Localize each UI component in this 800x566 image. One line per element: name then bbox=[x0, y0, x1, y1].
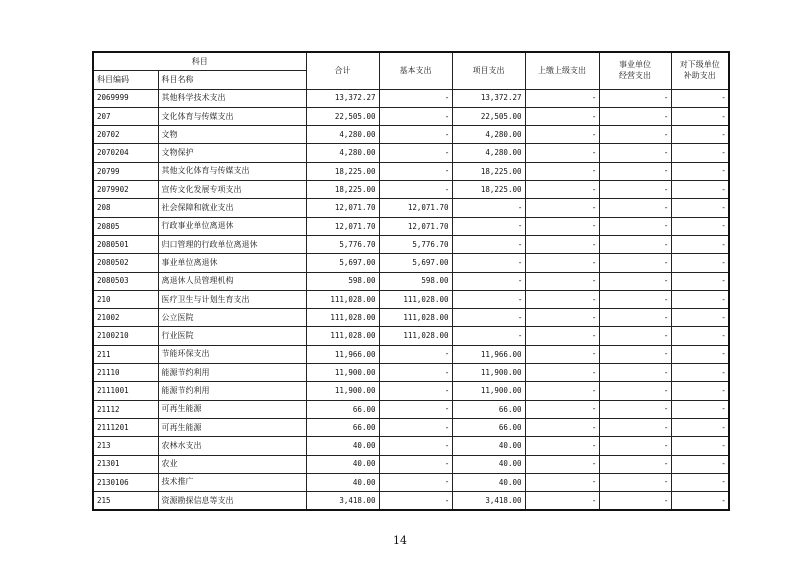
project-expenditure-cell: 3,418.00 bbox=[452, 492, 525, 511]
upper-remittance-cell: - bbox=[525, 327, 599, 345]
upper-remittance-cell: - bbox=[525, 309, 599, 327]
subject-name-cell: 技术推广 bbox=[158, 473, 306, 491]
subject-name-cell: 文物保护 bbox=[158, 144, 306, 162]
business-operation-cell: - bbox=[599, 327, 671, 345]
subject-code-cell: 21112 bbox=[93, 400, 158, 418]
basic-expenditure-cell: 12,071.70 bbox=[379, 217, 452, 235]
lower-subsidy-cell: - bbox=[671, 382, 729, 400]
upper-remittance-cell: - bbox=[525, 400, 599, 418]
upper-remittance-cell: - bbox=[525, 144, 599, 162]
subject-code-cell: 2111201 bbox=[93, 418, 158, 436]
basic-expenditure-cell: - bbox=[379, 364, 452, 382]
upper-remittance-cell: - bbox=[525, 126, 599, 144]
subject-group-header: 科目 bbox=[93, 52, 306, 71]
business-header-line1: 事业单位 bbox=[619, 60, 651, 70]
table-row bbox=[93, 309, 729, 327]
lower-subsidy-cell: - bbox=[671, 418, 729, 436]
total-cell: 111,028.00 bbox=[306, 290, 379, 308]
page-number: 14 bbox=[393, 534, 407, 547]
total-cell: 40.00 bbox=[306, 473, 379, 491]
basic-expenditure-cell: - bbox=[379, 345, 452, 363]
lower-subsidy-cell: - bbox=[671, 235, 729, 253]
project-expenditure-cell: 4,280.00 bbox=[452, 144, 525, 162]
upper-remittance-header: 上缴上级支出 bbox=[525, 52, 599, 89]
lower-subsidy-cell: - bbox=[671, 89, 729, 107]
basic-expenditure-cell: - bbox=[379, 107, 452, 125]
total-cell: 18,225.00 bbox=[306, 181, 379, 199]
business-header-line2: 经营支出 bbox=[619, 70, 651, 80]
total-cell: 13,372.27 bbox=[306, 89, 379, 107]
header-row-1 bbox=[93, 52, 729, 71]
basic-expenditure-cell: - bbox=[379, 126, 452, 144]
subject-name-cell: 离退休人员管理机构 bbox=[158, 272, 306, 290]
basic-expenditure-cell: 111,028.00 bbox=[379, 309, 452, 327]
business-operation-cell: - bbox=[599, 199, 671, 217]
table-row bbox=[93, 144, 729, 162]
business-operation-cell: - bbox=[599, 309, 671, 327]
subject-code-cell: 2130106 bbox=[93, 473, 158, 491]
subject-name-cell: 能源节约利用 bbox=[158, 382, 306, 400]
table-row bbox=[93, 272, 729, 290]
subject-code-cell: 208 bbox=[93, 199, 158, 217]
total-cell: 40.00 bbox=[306, 455, 379, 473]
lower-subsidy-cell: - bbox=[671, 107, 729, 125]
project-expenditure-cell: - bbox=[452, 235, 525, 253]
subject-name-cell: 宣传文化发展专项支出 bbox=[158, 181, 306, 199]
upper-remittance-cell: - bbox=[525, 382, 599, 400]
upper-remittance-cell: - bbox=[525, 162, 599, 180]
subject-name-cell: 行政事业单位离退休 bbox=[158, 217, 306, 235]
upper-remittance-cell: - bbox=[525, 272, 599, 290]
table-row bbox=[93, 290, 729, 308]
total-cell: 3,418.00 bbox=[306, 492, 379, 511]
subject-name-cell: 节能环保支出 bbox=[158, 345, 306, 363]
total-cell: 11,900.00 bbox=[306, 382, 379, 400]
lower-subsidy-cell: - bbox=[671, 162, 729, 180]
subject-name-cell: 文物 bbox=[158, 126, 306, 144]
upper-remittance-cell: - bbox=[525, 418, 599, 436]
business-operation-cell: - bbox=[599, 418, 671, 436]
upper-remittance-cell: - bbox=[525, 290, 599, 308]
lower-subsidy-header bbox=[671, 52, 729, 89]
subject-name-cell: 行业医院 bbox=[158, 327, 306, 345]
upper-remittance-cell: - bbox=[525, 345, 599, 363]
project-expenditure-cell: 66.00 bbox=[452, 400, 525, 418]
subject-code-cell: 2079902 bbox=[93, 181, 158, 199]
subject-name-cell: 文化体育与传媒支出 bbox=[158, 107, 306, 125]
business-operation-cell: - bbox=[599, 437, 671, 455]
project-expenditure-cell: - bbox=[452, 254, 525, 272]
basic-expenditure-cell: - bbox=[379, 382, 452, 400]
business-operation-cell: - bbox=[599, 162, 671, 180]
total-cell: 40.00 bbox=[306, 437, 379, 455]
basic-expenditure-cell: 5,776.70 bbox=[379, 235, 452, 253]
business-operation-cell: - bbox=[599, 254, 671, 272]
total-cell: 12,071.70 bbox=[306, 199, 379, 217]
business-operation-cell: - bbox=[599, 290, 671, 308]
subject-name-cell: 其他科学技术支出 bbox=[158, 89, 306, 107]
project-expenditure-cell: - bbox=[452, 290, 525, 308]
total-cell: 11,900.00 bbox=[306, 364, 379, 382]
basic-expenditure-cell: 12,071.70 bbox=[379, 199, 452, 217]
table-row bbox=[93, 345, 729, 363]
business-operation-cell: - bbox=[599, 473, 671, 491]
subject-code-cell: 210 bbox=[93, 290, 158, 308]
table-row bbox=[93, 437, 729, 455]
basic-expenditure-cell: - bbox=[379, 144, 452, 162]
subject-code-cell: 215 bbox=[93, 492, 158, 511]
subject-name-cell: 农林水支出 bbox=[158, 437, 306, 455]
business-operation-cell: - bbox=[599, 400, 671, 418]
subject-code-header: 科目编码 bbox=[93, 71, 158, 89]
lower-subsidy-cell: - bbox=[671, 144, 729, 162]
project-expenditure-cell: - bbox=[452, 199, 525, 217]
lower-subsidy-cell: - bbox=[671, 126, 729, 144]
basic-expenditure-cell: - bbox=[379, 162, 452, 180]
basic-expenditure-cell: - bbox=[379, 492, 452, 511]
subject-name-cell: 社会保障和就业支出 bbox=[158, 199, 306, 217]
lower-subsidy-cell: - bbox=[671, 345, 729, 363]
table-row bbox=[93, 217, 729, 235]
subject-code-cell: 2080501 bbox=[93, 235, 158, 253]
business-operation-cell: - bbox=[599, 144, 671, 162]
business-operation-cell: - bbox=[599, 364, 671, 382]
upper-remittance-cell: - bbox=[525, 199, 599, 217]
table-row bbox=[93, 181, 729, 199]
project-expenditure-cell: 11,900.00 bbox=[452, 382, 525, 400]
subject-name-cell: 可再生能源 bbox=[158, 418, 306, 436]
total-cell: 5,776.70 bbox=[306, 235, 379, 253]
upper-remittance-cell: - bbox=[525, 437, 599, 455]
upper-remittance-cell: - bbox=[525, 473, 599, 491]
total-cell: 66.00 bbox=[306, 400, 379, 418]
upper-remittance-cell: - bbox=[525, 181, 599, 199]
project-expenditure-cell: - bbox=[452, 272, 525, 290]
upper-remittance-cell: - bbox=[525, 254, 599, 272]
table-row bbox=[93, 473, 729, 491]
subject-code-cell: 211 bbox=[93, 345, 158, 363]
table-row bbox=[93, 126, 729, 144]
subject-code-cell: 20799 bbox=[93, 162, 158, 180]
table-row bbox=[93, 400, 729, 418]
table-row bbox=[93, 382, 729, 400]
lower-subsidy-cell: - bbox=[671, 437, 729, 455]
project-expenditure-cell: 40.00 bbox=[452, 455, 525, 473]
lower-subsidy-cell: - bbox=[671, 455, 729, 473]
basic-expenditure-cell: - bbox=[379, 418, 452, 436]
business-operation-cell: - bbox=[599, 217, 671, 235]
total-cell: 11,966.00 bbox=[306, 345, 379, 363]
subject-code-cell: 207 bbox=[93, 107, 158, 125]
project-expenditure-cell: 66.00 bbox=[452, 418, 525, 436]
basic-expenditure-header: 基本支出 bbox=[379, 52, 452, 89]
subject-name-cell: 医疗卫生与计划生育支出 bbox=[158, 290, 306, 308]
subject-name-cell: 农业 bbox=[158, 455, 306, 473]
total-cell: 66.00 bbox=[306, 418, 379, 436]
subject-code-cell: 21301 bbox=[93, 455, 158, 473]
subject-code-cell: 2080503 bbox=[93, 272, 158, 290]
project-expenditure-cell: 11,900.00 bbox=[452, 364, 525, 382]
table-row bbox=[93, 492, 729, 511]
total-cell: 4,280.00 bbox=[306, 144, 379, 162]
lower-subsidy-cell: - bbox=[671, 199, 729, 217]
project-expenditure-cell: 18,225.00 bbox=[452, 181, 525, 199]
basic-expenditure-cell: 111,028.00 bbox=[379, 290, 452, 308]
table-row bbox=[93, 89, 729, 107]
subject-name-cell: 公立医院 bbox=[158, 309, 306, 327]
basic-expenditure-cell: - bbox=[379, 89, 452, 107]
subject-code-cell: 2100210 bbox=[93, 327, 158, 345]
subject-code-cell: 21002 bbox=[93, 309, 158, 327]
basic-expenditure-cell: - bbox=[379, 455, 452, 473]
total-cell: 598.00 bbox=[306, 272, 379, 290]
lower-subsidy-cell: - bbox=[671, 364, 729, 382]
table-row bbox=[93, 254, 729, 272]
subject-code-cell: 20702 bbox=[93, 126, 158, 144]
upper-remittance-cell: - bbox=[525, 492, 599, 511]
total-cell: 18,225.00 bbox=[306, 162, 379, 180]
upper-remittance-cell: - bbox=[525, 364, 599, 382]
basic-expenditure-cell: 598.00 bbox=[379, 272, 452, 290]
business-operation-header bbox=[599, 52, 671, 89]
upper-remittance-cell: - bbox=[525, 455, 599, 473]
lower-subsidy-cell: - bbox=[671, 254, 729, 272]
table-row bbox=[93, 199, 729, 217]
subject-code-cell: 20805 bbox=[93, 217, 158, 235]
lower-subsidy-cell: - bbox=[671, 290, 729, 308]
subject-name-cell: 能源节约利用 bbox=[158, 364, 306, 382]
table-row bbox=[93, 455, 729, 473]
lower-subsidy-cell: - bbox=[671, 309, 729, 327]
upper-remittance-cell: - bbox=[525, 235, 599, 253]
business-operation-cell: - bbox=[599, 345, 671, 363]
total-cell: 111,028.00 bbox=[306, 327, 379, 345]
table-row bbox=[93, 364, 729, 382]
project-expenditure-cell: 18,225.00 bbox=[452, 162, 525, 180]
subject-name-cell: 资源勘探信息等支出 bbox=[158, 492, 306, 511]
subject-code-cell: 2070204 bbox=[93, 144, 158, 162]
subject-code-cell: 21110 bbox=[93, 364, 158, 382]
lower-subsidy-cell: - bbox=[671, 492, 729, 511]
subject-code-cell: 2111001 bbox=[93, 382, 158, 400]
lower-subsidy-cell: - bbox=[671, 272, 729, 290]
lower-header-line2: 补助支出 bbox=[683, 70, 716, 80]
total-cell: 4,280.00 bbox=[306, 126, 379, 144]
business-operation-cell: - bbox=[599, 272, 671, 290]
business-operation-cell: - bbox=[599, 382, 671, 400]
lower-subsidy-cell: - bbox=[671, 327, 729, 345]
lower-subsidy-cell: - bbox=[671, 400, 729, 418]
table-row bbox=[93, 107, 729, 125]
lower-subsidy-cell: - bbox=[671, 181, 729, 199]
project-expenditure-cell: 4,280.00 bbox=[452, 126, 525, 144]
project-expenditure-cell: - bbox=[452, 217, 525, 235]
business-operation-cell: - bbox=[599, 235, 671, 253]
subject-name-cell: 其他文化体育与传媒支出 bbox=[158, 162, 306, 180]
total-cell: 22,505.00 bbox=[306, 107, 379, 125]
budget-expenditure-table bbox=[92, 51, 730, 511]
basic-expenditure-cell: - bbox=[379, 473, 452, 491]
project-expenditure-cell: 40.00 bbox=[452, 437, 525, 455]
project-expenditure-cell: 22,505.00 bbox=[452, 107, 525, 125]
project-expenditure-header: 项目支出 bbox=[452, 52, 525, 89]
basic-expenditure-cell: - bbox=[379, 400, 452, 418]
table-row bbox=[93, 418, 729, 436]
table-row bbox=[93, 235, 729, 253]
total-header: 合计 bbox=[306, 52, 379, 89]
project-expenditure-cell: - bbox=[452, 327, 525, 345]
business-operation-cell: - bbox=[599, 455, 671, 473]
business-operation-cell: - bbox=[599, 89, 671, 107]
table-row bbox=[93, 162, 729, 180]
upper-remittance-cell: - bbox=[525, 107, 599, 125]
subject-code-cell: 213 bbox=[93, 437, 158, 455]
subject-name-cell: 可再生能源 bbox=[158, 400, 306, 418]
upper-remittance-cell: - bbox=[525, 217, 599, 235]
project-expenditure-cell: 11,966.00 bbox=[452, 345, 525, 363]
lower-subsidy-cell: - bbox=[671, 473, 729, 491]
basic-expenditure-cell: - bbox=[379, 181, 452, 199]
total-cell: 111,028.00 bbox=[306, 309, 379, 327]
business-operation-cell: - bbox=[599, 126, 671, 144]
total-cell: 5,697.00 bbox=[306, 254, 379, 272]
subject-code-cell: 2069999 bbox=[93, 89, 158, 107]
project-expenditure-cell: 40.00 bbox=[452, 473, 525, 491]
lower-subsidy-cell: - bbox=[671, 217, 729, 235]
table-row bbox=[93, 327, 729, 345]
project-expenditure-cell: 13,372.27 bbox=[452, 89, 525, 107]
lower-header-line1: 对下级单位 bbox=[679, 60, 720, 70]
project-expenditure-cell: - bbox=[452, 309, 525, 327]
subject-name-header: 科目名称 bbox=[158, 71, 306, 89]
subject-name-cell: 归口管理的行政单位离退休 bbox=[158, 235, 306, 253]
business-operation-cell: - bbox=[599, 107, 671, 125]
basic-expenditure-cell: - bbox=[379, 437, 452, 455]
subject-code-cell: 2080502 bbox=[93, 254, 158, 272]
subject-name-cell: 事业单位离退休 bbox=[158, 254, 306, 272]
total-cell: 12,071.70 bbox=[306, 217, 379, 235]
table-body bbox=[93, 89, 729, 510]
business-operation-cell: - bbox=[599, 492, 671, 511]
basic-expenditure-cell: 111,028.00 bbox=[379, 327, 452, 345]
basic-expenditure-cell: 5,697.00 bbox=[379, 254, 452, 272]
upper-remittance-cell: - bbox=[525, 89, 599, 107]
business-operation-cell: - bbox=[599, 181, 671, 199]
